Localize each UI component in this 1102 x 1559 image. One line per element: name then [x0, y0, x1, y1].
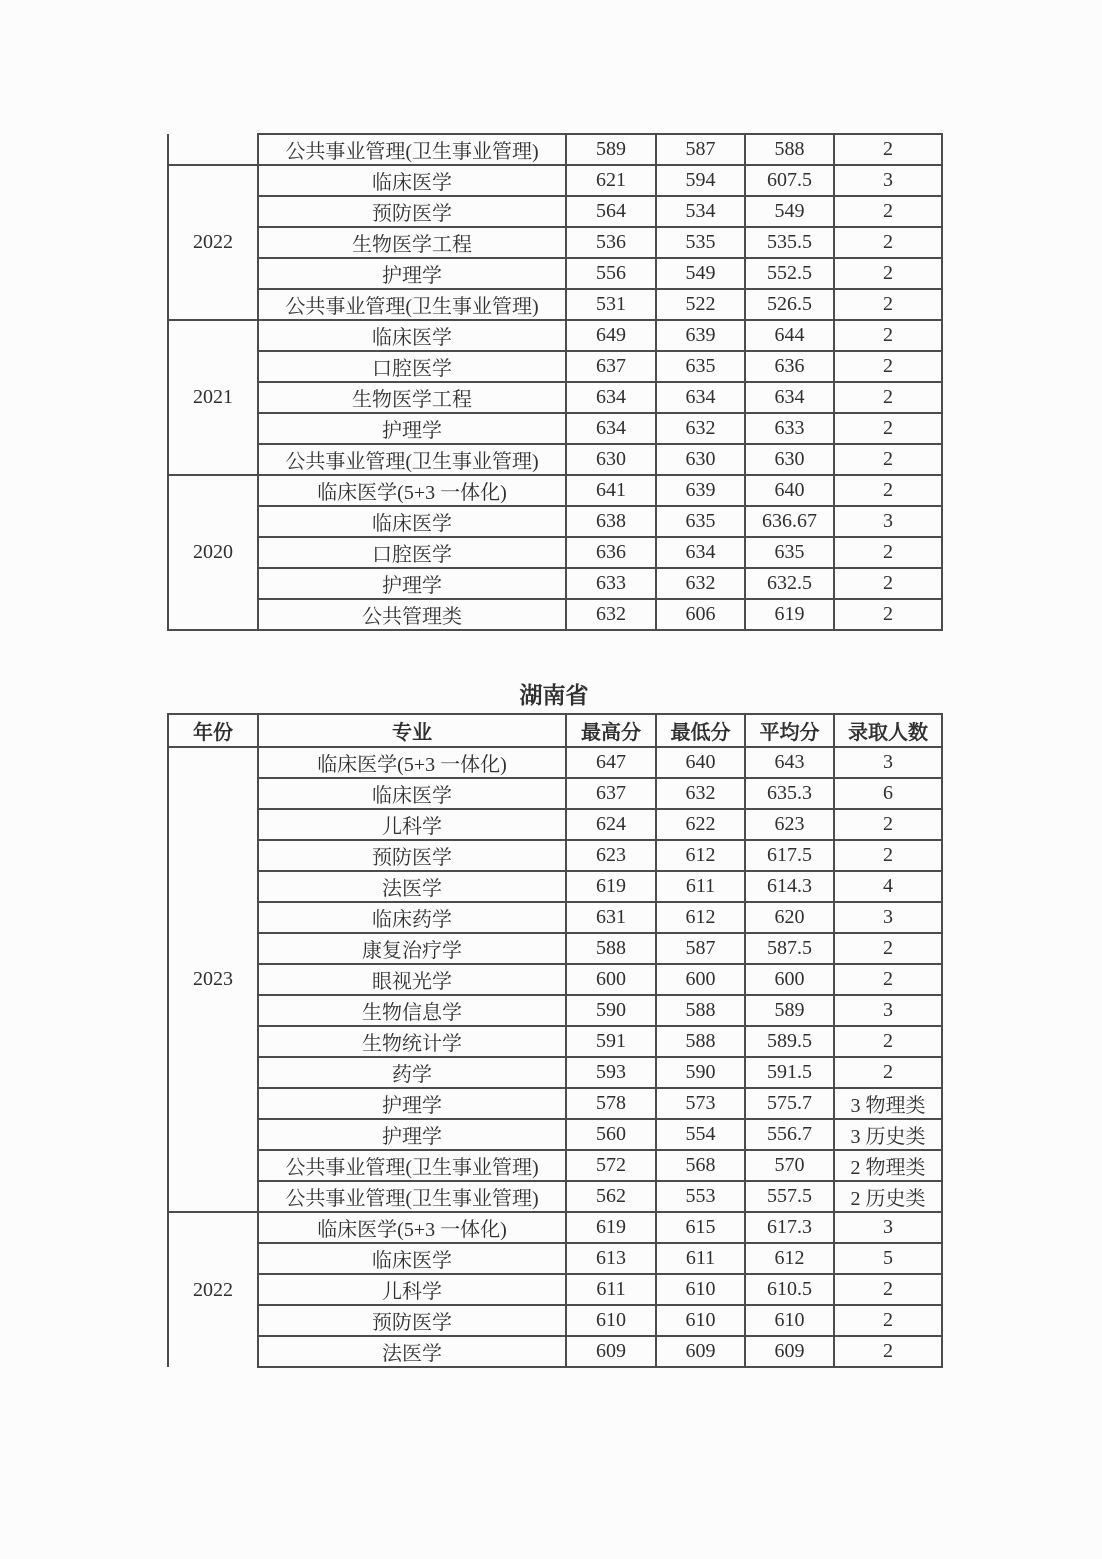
year-cell: 2020 — [168, 475, 258, 630]
max-score-cell: 637 — [566, 778, 656, 809]
min-score-cell: 600 — [656, 964, 745, 995]
col-header-year: 年份 — [168, 714, 258, 747]
hunan-province-title: 湖南省 — [519, 683, 589, 708]
table-row — [168, 1181, 942, 1212]
major-cell: 儿科学 — [258, 809, 566, 840]
admit-count-cell: 2 — [834, 964, 942, 995]
table-row — [168, 1119, 942, 1150]
table-row — [168, 778, 942, 809]
max-score-cell: 631 — [566, 902, 656, 933]
min-score-cell: 554 — [656, 1119, 745, 1150]
major-cell: 儿科学 — [258, 1274, 566, 1305]
max-score-cell: 634 — [566, 382, 656, 413]
major-cell: 预防医学 — [258, 1305, 566, 1336]
avg-score-cell: 636 — [745, 351, 834, 382]
admit-count-cell: 6 — [834, 778, 942, 809]
major-cell: 预防医学 — [258, 196, 566, 227]
admit-count-cell: 2 — [834, 134, 942, 165]
admit-count-cell: 2 — [834, 1026, 942, 1057]
avg-score-cell: 589 — [745, 995, 834, 1026]
avg-score-cell: 575.7 — [745, 1088, 834, 1119]
max-score-cell: 649 — [566, 320, 656, 351]
admit-count-cell: 2 — [834, 1274, 942, 1305]
admit-count-cell: 2 — [834, 475, 942, 506]
avg-score-cell: 640 — [745, 475, 834, 506]
min-score-cell: 588 — [656, 1026, 745, 1057]
max-score-cell: 564 — [566, 196, 656, 227]
max-score-cell: 609 — [566, 1336, 656, 1367]
min-score-cell: 587 — [656, 933, 745, 964]
col-header-admit-count: 录取人数 — [834, 714, 942, 747]
admit-count-cell: 2 — [834, 227, 942, 258]
admit-count-cell: 3 — [834, 995, 942, 1026]
min-score-cell: 535 — [656, 227, 745, 258]
min-score-cell: 639 — [656, 320, 745, 351]
table-row — [168, 537, 942, 568]
max-score-cell: 623 — [566, 840, 656, 871]
table-row — [168, 258, 942, 289]
avg-score-cell: 623 — [745, 809, 834, 840]
admit-count-cell: 3 — [834, 747, 942, 778]
year-cell: 2023 — [168, 747, 258, 1212]
table-row — [168, 351, 942, 382]
scores-table-continued — [167, 133, 943, 631]
avg-score-cell: 619 — [745, 599, 834, 630]
min-score-cell: 635 — [656, 351, 745, 382]
hunan-scores-table-wrap — [167, 713, 943, 1368]
max-score-cell: 641 — [566, 475, 656, 506]
major-cell: 生物医学工程 — [258, 382, 566, 413]
col-header-max-score: 最高分 — [566, 714, 656, 747]
table-row — [168, 1305, 942, 1336]
hunan-scores-table-body — [168, 747, 942, 1367]
major-cell: 护理学 — [258, 1088, 566, 1119]
max-score-cell: 630 — [566, 444, 656, 475]
avg-score-cell: 610.5 — [745, 1274, 834, 1305]
admit-count-cell: 2 — [834, 351, 942, 382]
min-score-cell: 573 — [656, 1088, 745, 1119]
table-row — [168, 1243, 942, 1274]
admit-count-cell: 3 — [834, 165, 942, 196]
table-row — [168, 809, 942, 840]
avg-score-cell: 644 — [745, 320, 834, 351]
table-row — [168, 995, 942, 1026]
table-row — [168, 1026, 942, 1057]
min-score-cell: 568 — [656, 1150, 745, 1181]
year-cell: 2022 — [168, 165, 258, 320]
major-cell: 护理学 — [258, 258, 566, 289]
avg-score-cell: 587.5 — [745, 933, 834, 964]
min-score-cell: 609 — [656, 1336, 745, 1367]
min-score-cell: 632 — [656, 778, 745, 809]
col-header-min-score: 最低分 — [656, 714, 745, 747]
table-row — [168, 134, 942, 165]
min-score-cell: 549 — [656, 258, 745, 289]
min-score-cell: 632 — [656, 568, 745, 599]
year-cell: 2022 — [168, 1212, 258, 1367]
admit-count-cell: 2 — [834, 289, 942, 320]
major-cell: 公共事业管理(卫生事业管理) — [258, 134, 566, 165]
avg-score-cell: 620 — [745, 902, 834, 933]
admit-count-cell: 5 — [834, 1243, 942, 1274]
avg-score-cell: 635 — [745, 537, 834, 568]
major-cell: 口腔医学 — [258, 537, 566, 568]
major-cell: 眼视光学 — [258, 964, 566, 995]
min-score-cell: 611 — [656, 871, 745, 902]
max-score-cell: 611 — [566, 1274, 656, 1305]
avg-score-cell: 591.5 — [745, 1057, 834, 1088]
max-score-cell: 633 — [566, 568, 656, 599]
min-score-cell: 588 — [656, 995, 745, 1026]
avg-score-cell: 632.5 — [745, 568, 834, 599]
major-cell: 临床医学 — [258, 320, 566, 351]
max-score-cell: 636 — [566, 537, 656, 568]
admit-count-cell: 3 — [834, 902, 942, 933]
min-score-cell: 622 — [656, 809, 745, 840]
min-score-cell: 615 — [656, 1212, 745, 1243]
min-score-cell: 594 — [656, 165, 745, 196]
major-cell: 法医学 — [258, 871, 566, 902]
major-cell: 护理学 — [258, 1119, 566, 1150]
min-score-cell: 522 — [656, 289, 745, 320]
major-cell: 康复治疗学 — [258, 933, 566, 964]
min-score-cell: 634 — [656, 382, 745, 413]
table-row — [168, 933, 942, 964]
major-cell: 公共事业管理(卫生事业管理) — [258, 1181, 566, 1212]
max-score-cell: 591 — [566, 1026, 656, 1057]
min-score-cell: 634 — [656, 537, 745, 568]
major-cell: 生物医学工程 — [258, 227, 566, 258]
table-row — [168, 227, 942, 258]
table-row — [168, 382, 942, 413]
admit-count-cell: 2 — [834, 568, 942, 599]
avg-score-cell: 634 — [745, 382, 834, 413]
min-score-cell: 630 — [656, 444, 745, 475]
table-row — [168, 1274, 942, 1305]
major-cell: 生物信息学 — [258, 995, 566, 1026]
admit-count-cell: 3 — [834, 1212, 942, 1243]
max-score-cell: 536 — [566, 227, 656, 258]
table-row — [168, 1336, 942, 1367]
admit-count-cell: 4 — [834, 871, 942, 902]
avg-score-cell: 588 — [745, 134, 834, 165]
min-score-cell: 553 — [656, 1181, 745, 1212]
avg-score-cell: 556.7 — [745, 1119, 834, 1150]
scores-table-continued-body — [168, 134, 942, 630]
major-cell: 临床医学 — [258, 165, 566, 196]
admit-count-cell: 3 — [834, 506, 942, 537]
max-score-cell: 619 — [566, 1212, 656, 1243]
admit-count-cell: 2 — [834, 258, 942, 289]
year-cell: 2021 — [168, 320, 258, 475]
col-header-major: 专业 — [258, 714, 566, 747]
table-row — [168, 747, 942, 778]
avg-score-cell: 643 — [745, 747, 834, 778]
max-score-cell: 613 — [566, 1243, 656, 1274]
admit-count-cell: 2 — [834, 1305, 942, 1336]
table-row — [168, 196, 942, 227]
table-row — [168, 1150, 942, 1181]
avg-score-cell: 617.3 — [745, 1212, 834, 1243]
min-score-cell: 611 — [656, 1243, 745, 1274]
major-cell: 临床医学(5+3 一体化) — [258, 1212, 566, 1243]
avg-score-cell: 535.5 — [745, 227, 834, 258]
table-row — [168, 871, 942, 902]
max-score-cell: 647 — [566, 747, 656, 778]
avg-score-cell: 612 — [745, 1243, 834, 1274]
major-cell: 公共事业管理(卫生事业管理) — [258, 444, 566, 475]
admit-count-cell: 2 — [834, 1336, 942, 1367]
major-cell: 公共事业管理(卫生事业管理) — [258, 289, 566, 320]
major-cell: 临床医学 — [258, 778, 566, 809]
avg-score-cell: 610 — [745, 1305, 834, 1336]
avg-score-cell: 614.3 — [745, 871, 834, 902]
major-cell: 临床医学(5+3 一体化) — [258, 475, 566, 506]
major-cell: 临床医学 — [258, 1243, 566, 1274]
max-score-cell: 621 — [566, 165, 656, 196]
admit-count-cell: 2 — [834, 599, 942, 630]
table-row — [168, 165, 942, 196]
major-cell: 公共管理类 — [258, 599, 566, 630]
table-row — [168, 413, 942, 444]
max-score-cell: 610 — [566, 1305, 656, 1336]
table-row — [168, 840, 942, 871]
max-score-cell: 556 — [566, 258, 656, 289]
table-row — [168, 964, 942, 995]
hunan-scores-table — [167, 713, 943, 1368]
max-score-cell: 590 — [566, 995, 656, 1026]
min-score-cell: 612 — [656, 840, 745, 871]
max-score-cell: 560 — [566, 1119, 656, 1150]
max-score-cell: 562 — [566, 1181, 656, 1212]
table-row — [168, 289, 942, 320]
admit-count-cell: 3 历史类 — [834, 1119, 942, 1150]
hunan-table-header-row — [168, 714, 942, 747]
scores-table-continued-wrap — [167, 133, 943, 631]
max-score-cell: 619 — [566, 871, 656, 902]
admit-count-cell: 3 物理类 — [834, 1088, 942, 1119]
min-score-cell: 639 — [656, 475, 745, 506]
table-row — [168, 902, 942, 933]
admit-count-cell: 2 — [834, 196, 942, 227]
major-cell: 临床医学(5+3 一体化) — [258, 747, 566, 778]
table-row — [168, 599, 942, 630]
major-cell: 公共事业管理(卫生事业管理) — [258, 1150, 566, 1181]
table-row — [168, 475, 942, 506]
avg-score-cell: 617.5 — [745, 840, 834, 871]
max-score-cell: 624 — [566, 809, 656, 840]
max-score-cell: 600 — [566, 964, 656, 995]
major-cell: 临床医学 — [258, 506, 566, 537]
admit-count-cell: 2 — [834, 320, 942, 351]
max-score-cell: 593 — [566, 1057, 656, 1088]
table-row — [168, 444, 942, 475]
admit-count-cell: 2 物理类 — [834, 1150, 942, 1181]
table-row — [168, 320, 942, 351]
max-score-cell: 589 — [566, 134, 656, 165]
table-row — [168, 1057, 942, 1088]
table-row — [168, 568, 942, 599]
admit-count-cell: 2 — [834, 840, 942, 871]
max-score-cell: 531 — [566, 289, 656, 320]
major-cell: 生物统计学 — [258, 1026, 566, 1057]
major-cell: 预防医学 — [258, 840, 566, 871]
avg-score-cell: 570 — [745, 1150, 834, 1181]
avg-score-cell: 607.5 — [745, 165, 834, 196]
admit-count-cell: 2 — [834, 537, 942, 568]
avg-score-cell: 552.5 — [745, 258, 834, 289]
table-row — [168, 506, 942, 537]
min-score-cell: 612 — [656, 902, 745, 933]
min-score-cell: 610 — [656, 1305, 745, 1336]
avg-score-cell: 589.5 — [745, 1026, 834, 1057]
table-row — [168, 1088, 942, 1119]
avg-score-cell: 636.67 — [745, 506, 834, 537]
max-score-cell: 634 — [566, 413, 656, 444]
admit-count-cell: 2 — [834, 809, 942, 840]
avg-score-cell: 600 — [745, 964, 834, 995]
avg-score-cell: 630 — [745, 444, 834, 475]
year-cell — [168, 134, 258, 165]
avg-score-cell: 526.5 — [745, 289, 834, 320]
min-score-cell: 606 — [656, 599, 745, 630]
max-score-cell: 578 — [566, 1088, 656, 1119]
min-score-cell: 587 — [656, 134, 745, 165]
min-score-cell: 590 — [656, 1057, 745, 1088]
avg-score-cell: 549 — [745, 196, 834, 227]
major-cell: 药学 — [258, 1057, 566, 1088]
min-score-cell: 640 — [656, 747, 745, 778]
major-cell: 护理学 — [258, 568, 566, 599]
min-score-cell: 632 — [656, 413, 745, 444]
avg-score-cell: 557.5 — [745, 1181, 834, 1212]
major-cell: 临床药学 — [258, 902, 566, 933]
admit-count-cell: 2 — [834, 413, 942, 444]
min-score-cell: 610 — [656, 1274, 745, 1305]
avg-score-cell: 635.3 — [745, 778, 834, 809]
min-score-cell: 635 — [656, 506, 745, 537]
major-cell: 法医学 — [258, 1336, 566, 1367]
max-score-cell: 588 — [566, 933, 656, 964]
admit-count-cell: 2 — [834, 382, 942, 413]
avg-score-cell: 609 — [745, 1336, 834, 1367]
avg-score-cell: 633 — [745, 413, 834, 444]
min-score-cell: 534 — [656, 196, 745, 227]
max-score-cell: 637 — [566, 351, 656, 382]
table-row — [168, 1212, 942, 1243]
max-score-cell: 638 — [566, 506, 656, 537]
admit-count-cell: 2 — [834, 933, 942, 964]
admit-count-cell: 2 历史类 — [834, 1181, 942, 1212]
max-score-cell: 632 — [566, 599, 656, 630]
admit-count-cell: 2 — [834, 1057, 942, 1088]
max-score-cell: 572 — [566, 1150, 656, 1181]
col-header-avg-score: 平均分 — [745, 714, 834, 747]
major-cell: 护理学 — [258, 413, 566, 444]
major-cell: 口腔医学 — [258, 351, 566, 382]
admit-count-cell: 2 — [834, 444, 942, 475]
